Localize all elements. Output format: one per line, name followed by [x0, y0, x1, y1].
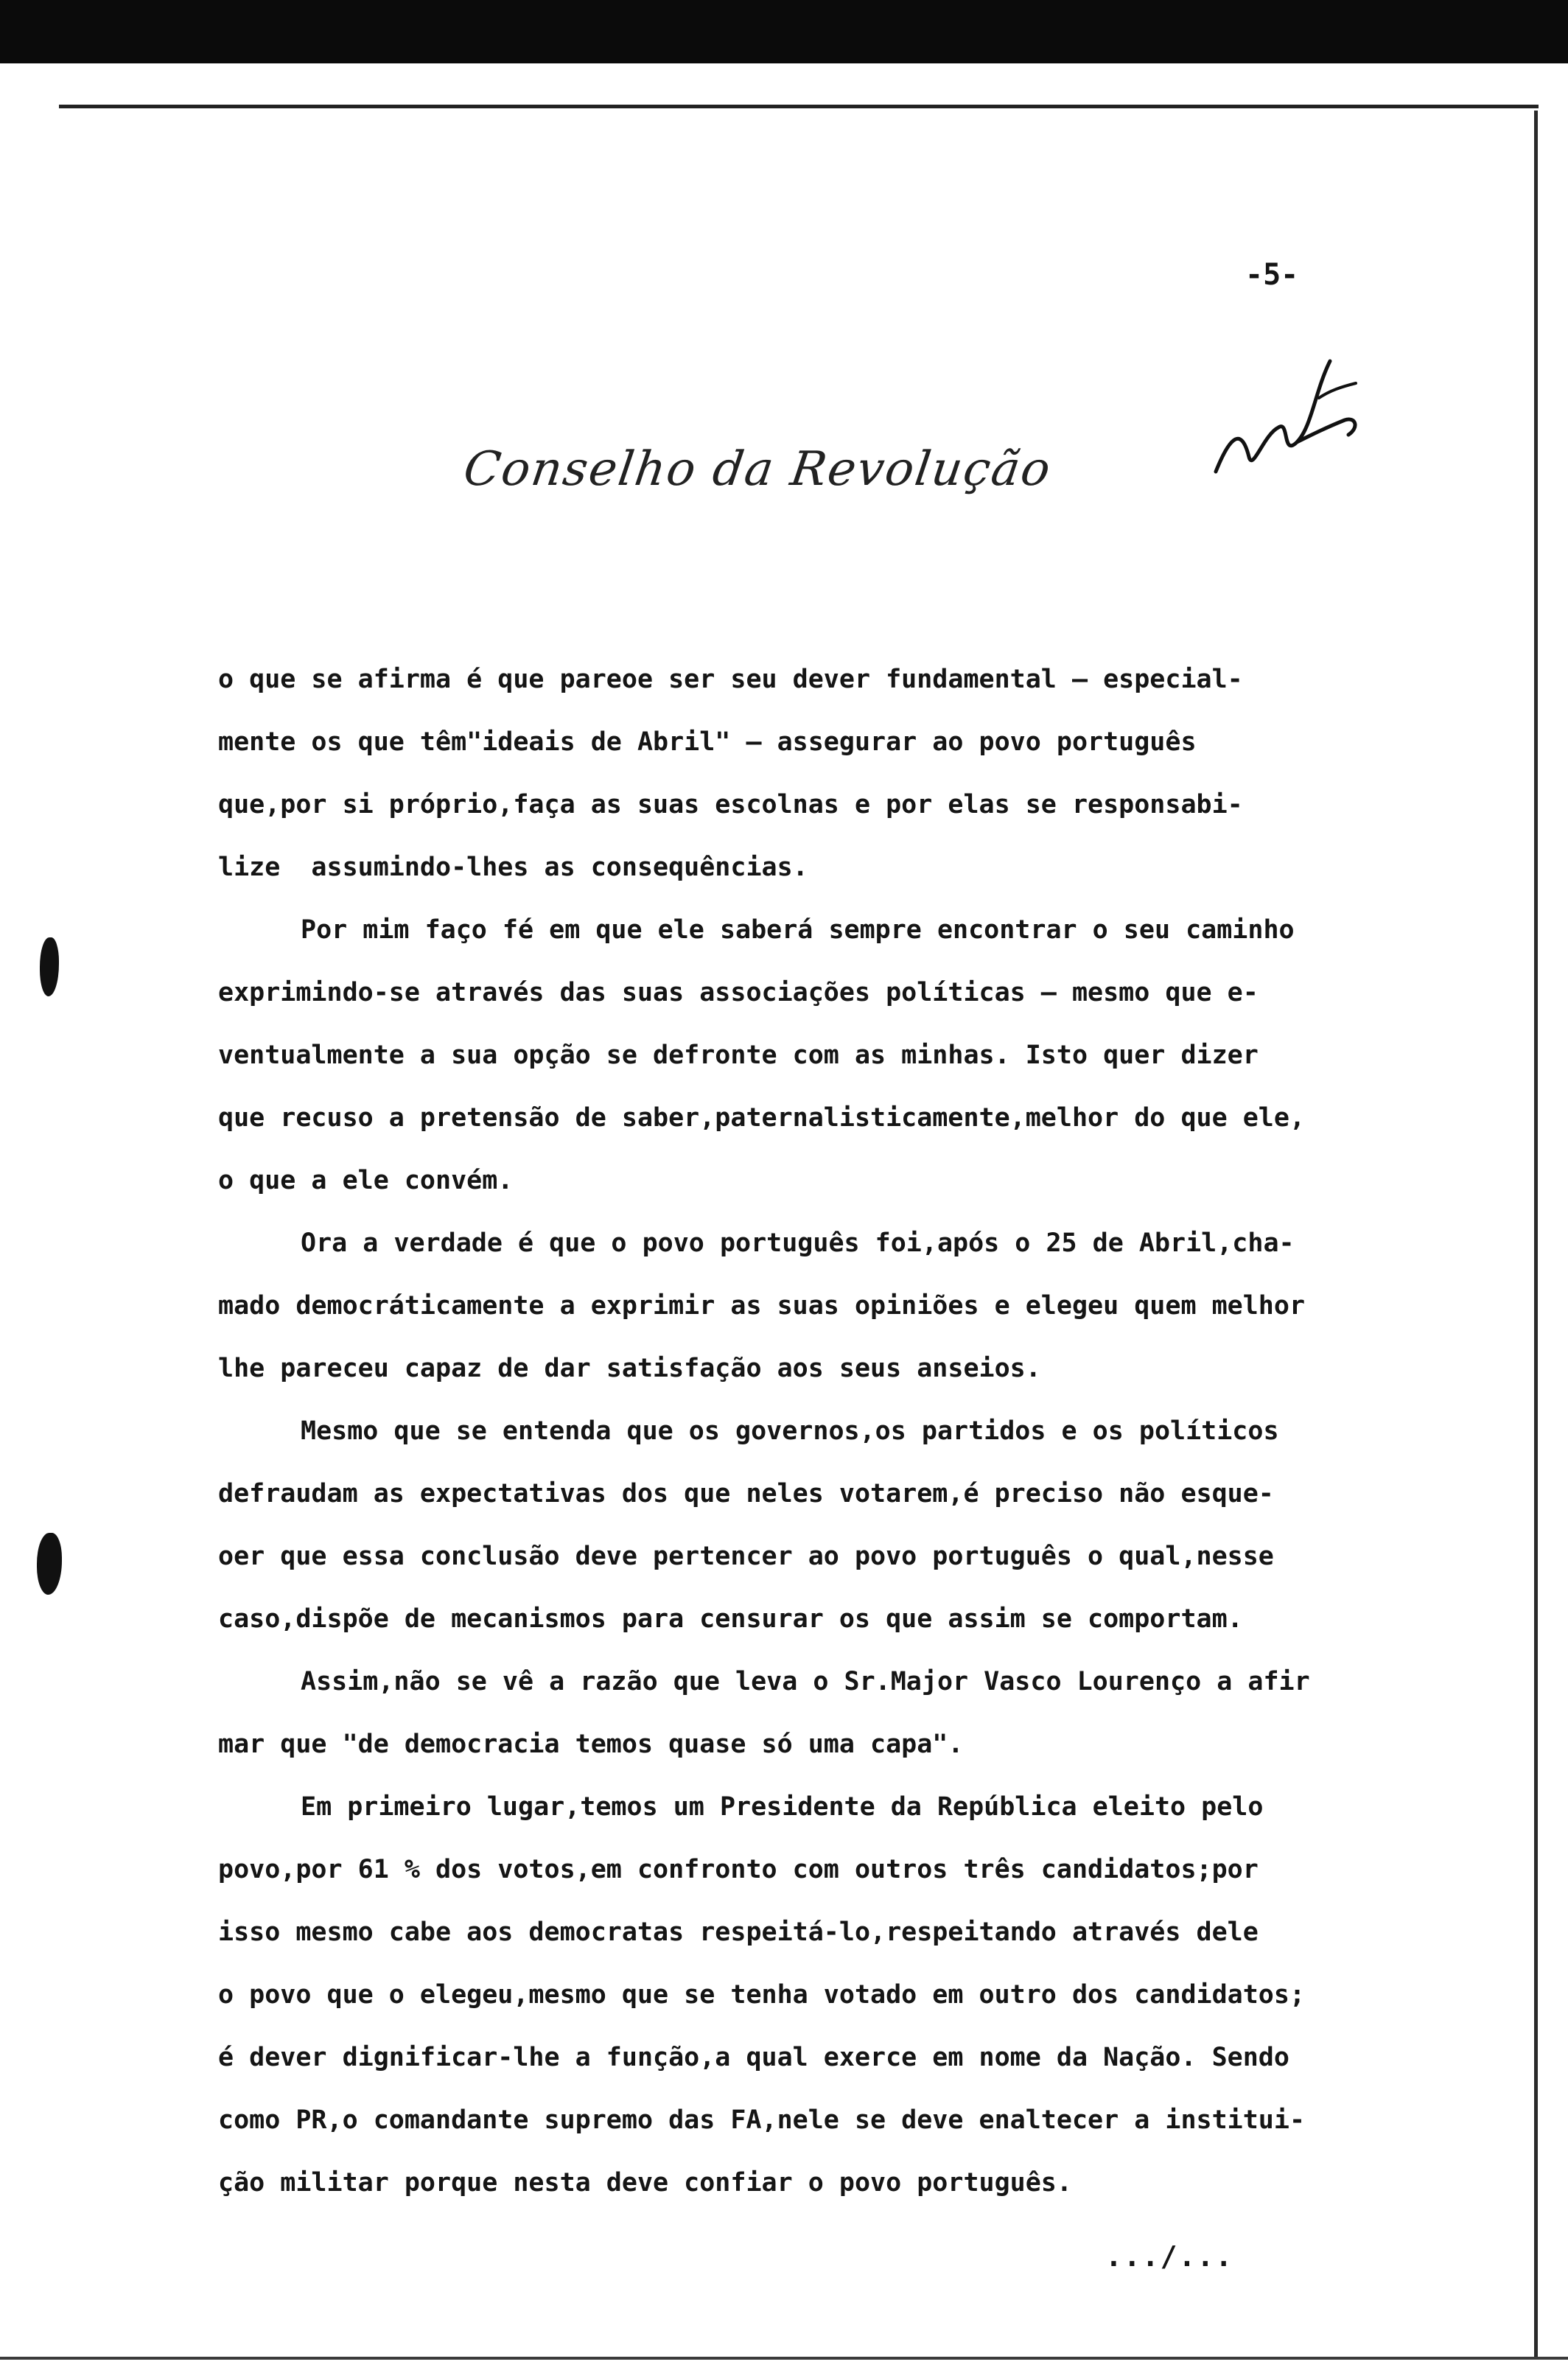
- scan-top-border: [0, 0, 1568, 63]
- text-line: mado democráticamente a exprimir as suas opiniões e elegeu quem melhor: [218, 1291, 1306, 1321]
- text-line: povo,por 61 % dos votos,em confronto com outros três candidatos;por: [218, 1855, 1259, 1884]
- text-line: mente os que têm"ideais de Abril" — assegurar ao povo português: [218, 727, 1197, 757]
- text-line: lhe pareceu capaz de dar satisfação aos seus anseios.: [218, 1354, 1041, 1383]
- page-top-edge: [59, 105, 1539, 108]
- page-bottom-edge: [0, 2357, 1568, 2360]
- paragraph: [218, 1400, 1397, 1651]
- text-line: o povo que o elegeu,mesmo que se tenha votado em outro dos candidatos;: [218, 1980, 1306, 2010]
- text-line: o que se afirma é que pareoe ser seu dever fundamental — especial-: [218, 665, 1243, 694]
- text-line: lize assumindo-lhes as consequências.: [218, 853, 808, 882]
- letter-body: [218, 649, 1397, 2215]
- text-line: caso,dispõe de mecanismos para censurar os que assim se comportam.: [218, 1604, 1243, 1634]
- text-line: mar que "de democracia temos quase só uma capa".: [218, 1730, 964, 1759]
- paragraph: [218, 1212, 1397, 1400]
- text-line: é dever dignificar-lhe a função,a qual exerce em nome da Nação. Sendo: [218, 2043, 1289, 2072]
- text-line: ventualmente a sua opção se defronte com as minhas. Isto quer dizer: [218, 1041, 1259, 1070]
- text-line: exprimindo-se através das suas associações políticas — mesmo que e-: [218, 978, 1259, 1007]
- text-line: isso mesmo cabe aos democratas respeitá-lo,respeitando através dele: [218, 1918, 1259, 1947]
- text-line: Mesmo que se entenda que os governos,os partidos e os políticos: [301, 1416, 1279, 1446]
- text-line: ção militar porque nesta deve confiar o povo português.: [218, 2168, 1072, 2198]
- text-line: Por mim faço fé em que ele saberá sempre encontrar o seu caminho: [301, 915, 1295, 945]
- paragraph: [218, 1651, 1397, 1776]
- page-right-edge: [1534, 111, 1538, 2358]
- text-line: defraudam as expectativas dos que neles votarem,é preciso não esque-: [218, 1479, 1274, 1509]
- text-line: oer que essa conclusão deve pertencer ao povo português o qual,nesse: [218, 1542, 1274, 1571]
- punch-hole-mark-top: [40, 937, 59, 996]
- text-line: Em primeiro lugar,temos um Presidente da República eleito pelo: [301, 1792, 1264, 1822]
- paragraph: [218, 649, 1397, 899]
- paragraph: [218, 899, 1397, 1212]
- text-line: o que a ele convém.: [218, 1166, 514, 1195]
- text-line: que recuso a pretensão de saber,paternalisticamente,melhor do que ele,: [218, 1103, 1306, 1133]
- paragraph: [218, 1776, 1397, 2215]
- continuation-mark: .../...: [1105, 2240, 1234, 2273]
- page-number: -5-: [1245, 258, 1299, 292]
- text-line: Assim,não se vê a razão que leva o Sr.Major Vasco Lourenço a afir: [301, 1667, 1310, 1696]
- text-line: que,por si próprio,faça as suas escolnas e por elas se responsabi-: [218, 790, 1243, 819]
- text-line: como PR,o comandante supremo das FA,nele se deve enaltecer a institui-: [218, 2105, 1306, 2135]
- letterhead: Conselho da Revolução: [460, 442, 1055, 497]
- handwritten-signature: [1208, 346, 1371, 494]
- text-line: Ora a verdade é que o povo português foi,após o 25 de Abril,cha-: [301, 1228, 1295, 1258]
- punch-hole-mark-bottom: [37, 1533, 62, 1595]
